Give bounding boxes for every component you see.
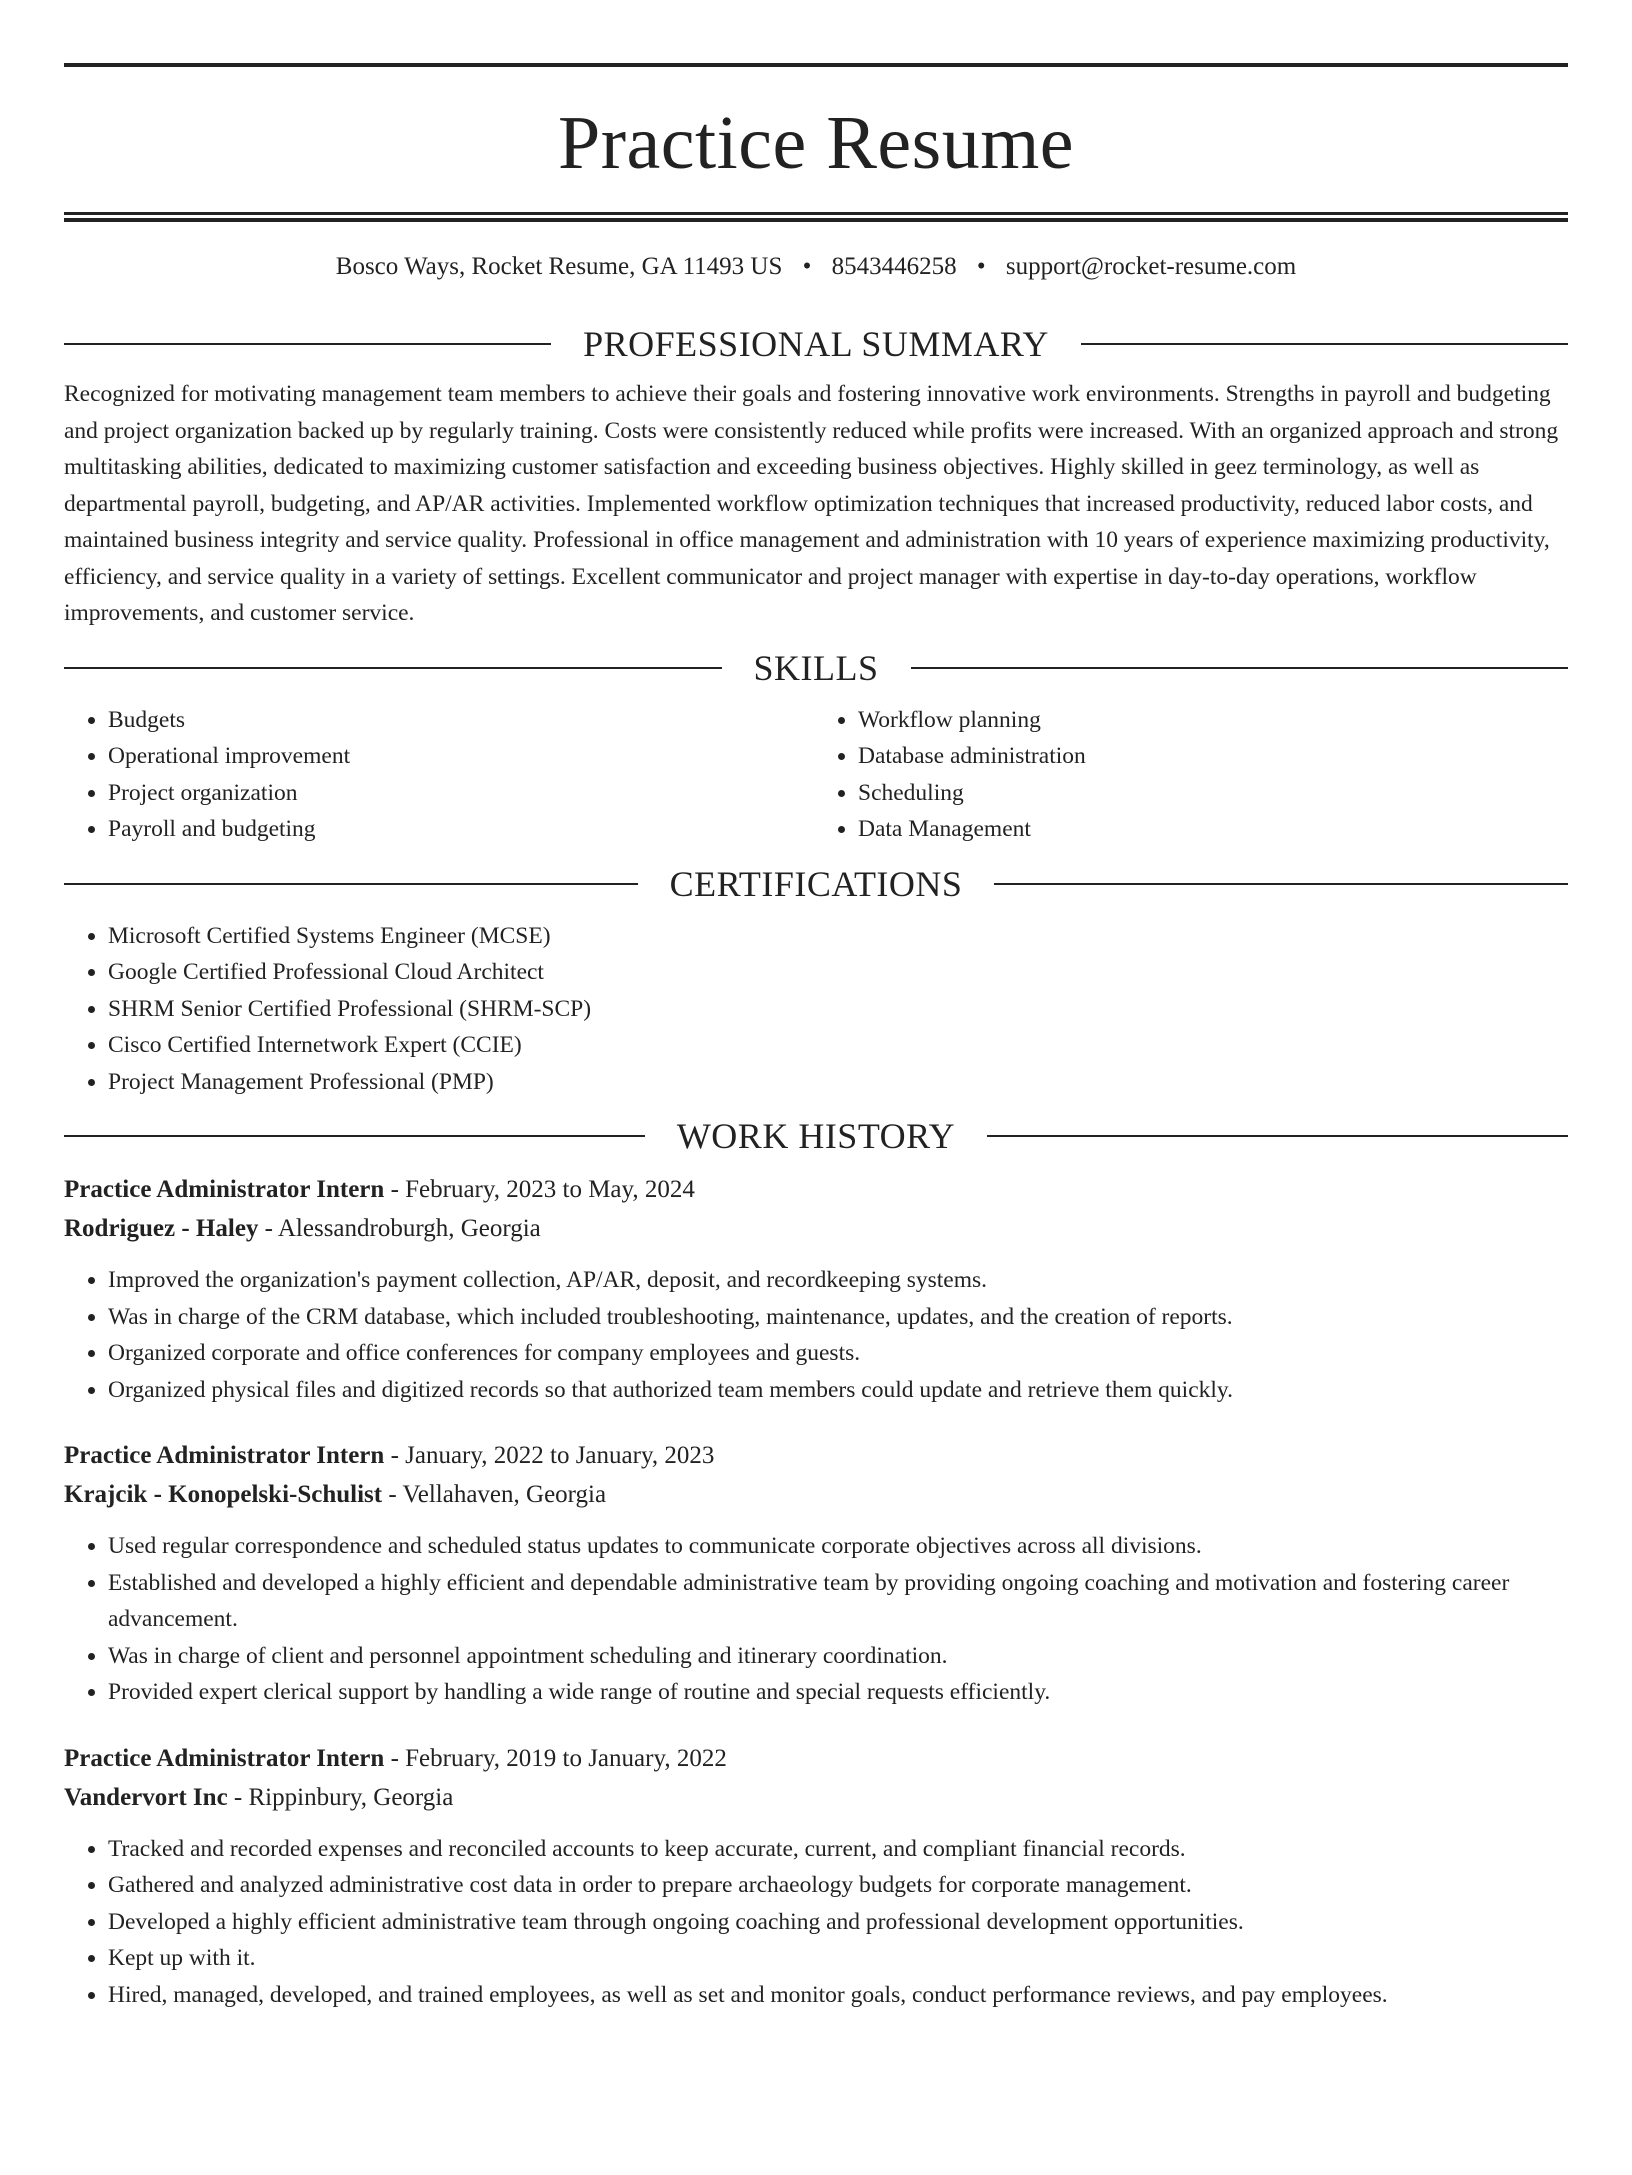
section-heading-summary <box>64 322 1568 366</box>
certification-item: • Cisco Certified Internetwork Expert (CCIE) <box>108 1027 1568 1064</box>
job-title-line <box>64 1170 1568 1209</box>
heading-rule <box>64 883 638 885</box>
skill-item: • Scheduling <box>858 775 1568 812</box>
section-title: WORK HISTORY <box>676 1116 956 1156</box>
job-bullet: • Gathered and analyzed administrative cost data in order to prepare archaeology budgets for corporate management. <box>108 1867 1568 1904</box>
job-bullets <box>64 1831 1568 2014</box>
job-company-line <box>64 1778 1568 1817</box>
skill-item: • Budgets <box>108 702 816 739</box>
skill-item: • Operational improvement <box>108 738 816 775</box>
contact-address: Bosco Ways, Rocket Resume, GA 11493 US <box>335 253 783 280</box>
job-bullet: • Developed a highly efficient administrative team through ongoing coaching and professional development opportunities. <box>108 1904 1568 1941</box>
job-bullet: • Improved the organization's payment collection, AP/AR, deposit, and recordkeeping systems. <box>108 1262 1568 1299</box>
job-dates: - February, 2023 to May, 2024 <box>390 1176 695 1203</box>
skill-item: • Data Management <box>858 811 1568 848</box>
job-company: Rodriguez - Haley <box>64 1215 259 1242</box>
skills-list <box>64 702 1568 848</box>
job-entry <box>64 1170 1568 1408</box>
contact-phone: 8543446258 <box>831 253 957 280</box>
certification-item: • Google Certified Professional Cloud Architect <box>108 954 1568 991</box>
job-title: Practice Administrator Intern <box>64 1176 385 1203</box>
section-title: PROFESSIONAL SUMMARY <box>583 324 1049 364</box>
skill-item: • Payroll and budgeting <box>108 811 816 848</box>
section-title: SKILLS <box>753 647 879 688</box>
job-bullets <box>64 1262 1568 1408</box>
skills-column-left <box>64 702 816 848</box>
job-bullet: • Provided expert clerical support by handling a wide range of routine and special requests efficiently. <box>108 1674 1568 1711</box>
job-company: Krajcik - Konopelski-Schulist <box>64 1481 383 1508</box>
job-bullet: • Was in charge of the CRM database, which included troubleshooting, maintenance, updates, and the creation of reports. <box>108 1299 1568 1336</box>
skill-item: • Workflow planning <box>858 702 1568 739</box>
section-heading-certifications <box>64 862 1568 906</box>
job-bullet: • Tracked and recorded expenses and reconciled accounts to keep accurate, current, and compliant financial records. <box>108 1831 1568 1868</box>
job-bullet: • Organized physical files and digitized records so that authorized team members could update and retrieve them quickly. <box>108 1372 1568 1409</box>
job-title: Practice Administrator Intern <box>64 1442 385 1469</box>
certification-item: • Microsoft Certified Systems Engineer (MCSE) <box>108 918 1568 955</box>
certification-item: • Project Management Professional (PMP) <box>108 1064 1568 1101</box>
contact-line <box>64 252 1568 282</box>
section-heading-skills <box>64 646 1568 690</box>
resume-page <box>0 63 1632 2175</box>
job-title-line <box>64 1739 1568 1778</box>
job-bullet: • Organized corporate and office conferences for company employees and guests. <box>108 1335 1568 1372</box>
heading-rule <box>987 1135 1568 1137</box>
job-bullet: • Established and developed a highly efficient and dependable administrative team by providing ongoing coaching and motivation and fostering career advancement. <box>108 1565 1568 1638</box>
top-rule <box>64 63 1568 67</box>
job-title-line <box>64 1436 1568 1475</box>
double-rule <box>64 212 1568 222</box>
job-bullet: • Used regular correspondence and scheduled status updates to communicate corporate objectives across all divisions. <box>108 1528 1568 1565</box>
job-bullet: • Was in charge of client and personnel appointment scheduling and itinerary coordination. <box>108 1638 1568 1675</box>
contact-separator: • <box>802 253 812 280</box>
job-company-line <box>64 1209 1568 1248</box>
certification-item: • SHRM Senior Certified Professional (SHRM-SCP) <box>108 991 1568 1028</box>
section-heading-work-history <box>64 1114 1568 1158</box>
contact-email: support@rocket-resume.com <box>1005 253 1297 280</box>
heading-rule <box>911 667 1569 669</box>
job-dates: - February, 2019 to January, 2022 <box>390 1744 727 1772</box>
job-location: - Rippinbury, Georgia <box>233 1783 454 1811</box>
heading-rule <box>994 883 1568 885</box>
heading-rule <box>64 1135 645 1137</box>
job-entry <box>64 1436 1568 1711</box>
job-company-line <box>64 1475 1568 1514</box>
job-bullet: • Hired, managed, developed, and trained employees, as well as set and monitor goals, conduct performance reviews, and pay employees. <box>108 1977 1568 2014</box>
job-bullets <box>64 1528 1568 1711</box>
heading-rule <box>1081 343 1568 345</box>
summary-text: Recognized for motivating management team members to achieve their goals and fostering innovative work environments. Strengths in payroll and budgeting and project organization backed up by regularly training. Costs were consistently reduced while profits were increased. With an organized approach and strong multitasking abilities, dedicated to maximizing customer satisfaction and exceeding business objectives. Highly skilled in geez terminology, as well as departmental payroll, budgeting, and AP/AR activities. Implemented workflow optimization techniques that increased productivity, reduced labor costs, and maintained business integrity and service quality. Professional in office management and administration with 10 years of experience maximizing productivity, efficiency, and service quality in a variety of settings. Excellent communicator and project manager with expertise in day-to-day operations, workflow improvements, and customer service. <box>64 381 1559 626</box>
section-title: CERTIFICATIONS <box>669 863 963 904</box>
certifications-list <box>64 918 1568 1101</box>
job-location: - Alessandroburgh, Georgia <box>264 1215 541 1242</box>
job-entry <box>64 1739 1568 2014</box>
skills-column-right <box>816 702 1568 848</box>
heading-rule <box>64 343 551 345</box>
job-location: - Vellahaven, Georgia <box>388 1481 607 1508</box>
resume-name: Practice Resume <box>557 101 1075 185</box>
job-dates: - January, 2022 to January, 2023 <box>390 1442 715 1469</box>
job-bullet: • Kept up with it. <box>108 1940 1568 1977</box>
skill-item: • Database administration <box>858 738 1568 775</box>
heading-rule <box>64 667 722 669</box>
job-company: Vandervort Inc <box>64 1783 228 1811</box>
skill-item: • Project organization <box>108 775 816 812</box>
contact-separator: • <box>976 253 986 280</box>
job-title: Practice Administrator Intern <box>64 1744 385 1772</box>
